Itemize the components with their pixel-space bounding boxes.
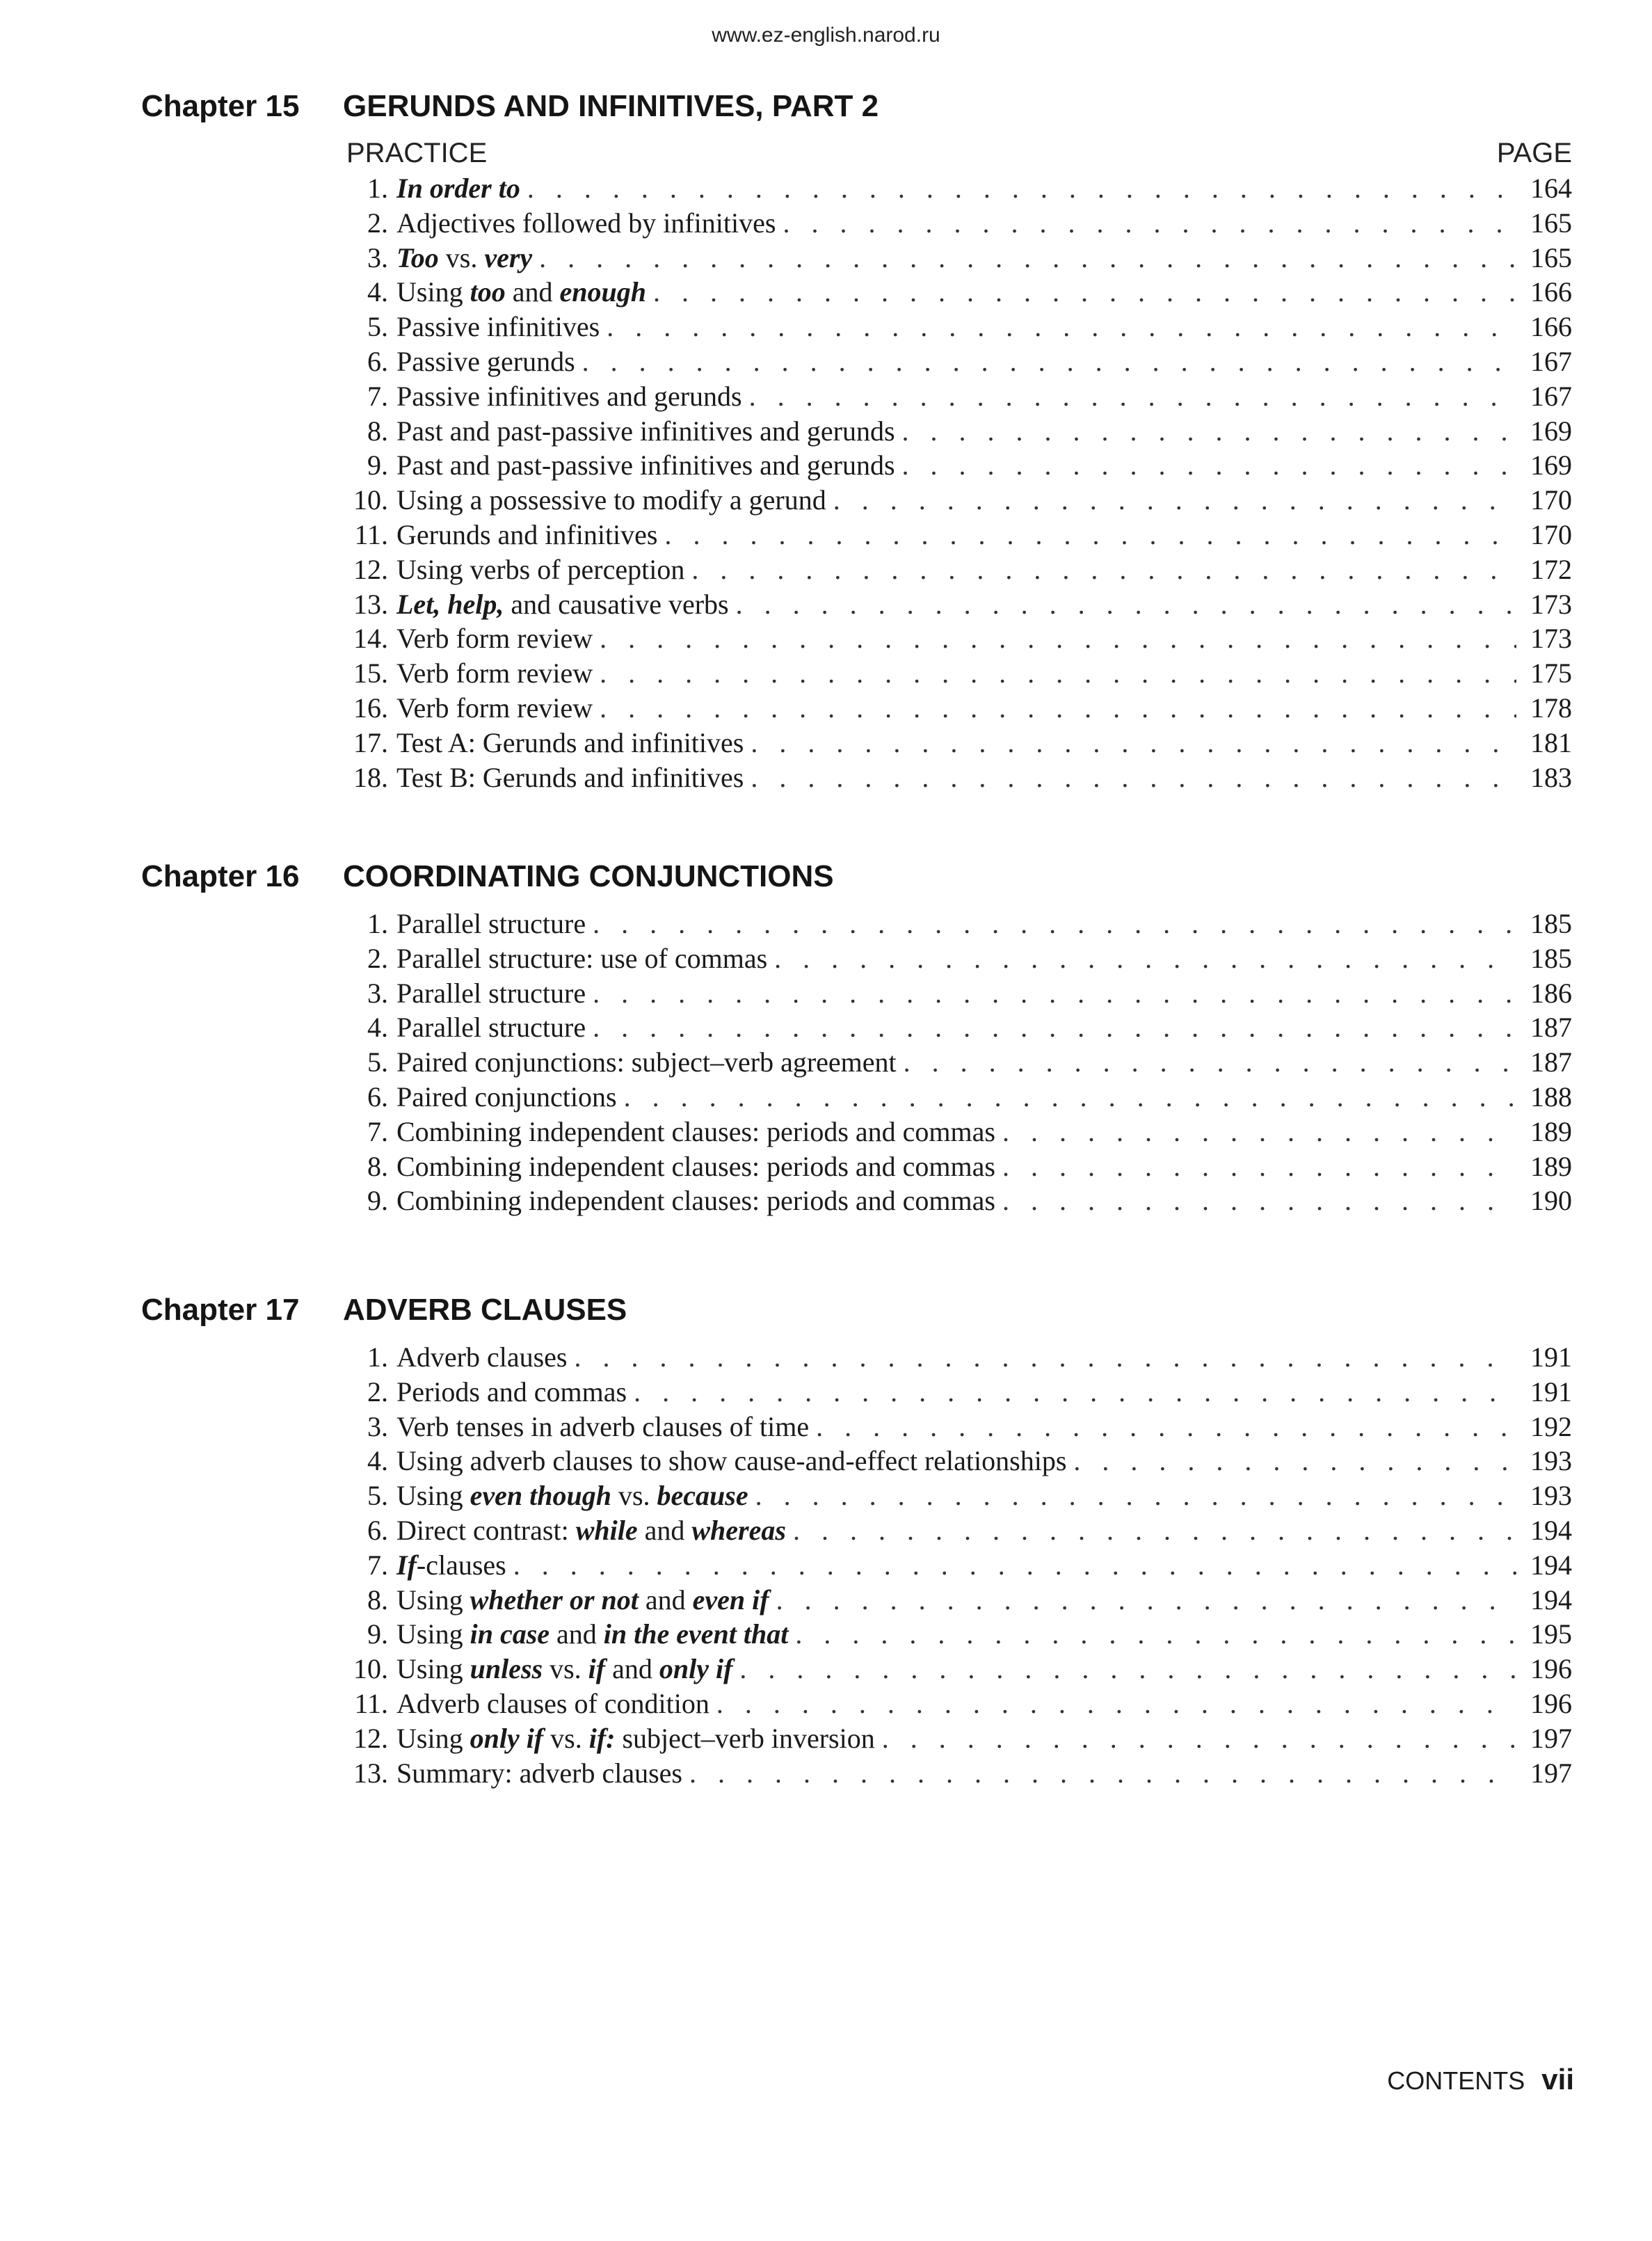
- entry-page-number: 170: [1530, 518, 1572, 550]
- dot-leader: [600, 621, 1516, 656]
- site-url: www.ez-english.narod.ru: [712, 24, 940, 47]
- entry-title-text: and causative verbs: [504, 588, 729, 620]
- dot-leader: [691, 552, 1516, 587]
- entry-number: 15.: [353, 657, 388, 689]
- practice-list: [327, 907, 1572, 1218]
- entry-title: [396, 1045, 897, 1080]
- entry-number: 5.: [367, 1046, 388, 1078]
- entry-title: [396, 518, 658, 552]
- dot-leader: [749, 379, 1516, 414]
- entry-number: 2.: [367, 942, 388, 974]
- entry-title-emphasis: in case: [470, 1618, 550, 1650]
- dot-leader: [882, 1721, 1516, 1756]
- dot-leader: [593, 1010, 1516, 1045]
- entry-number: 8.: [367, 1584, 388, 1616]
- entry-number: 2.: [367, 207, 388, 239]
- entry-title: [396, 1583, 769, 1618]
- dot-leader: [665, 518, 1517, 552]
- entry-title-text: and: [550, 1618, 604, 1650]
- dot-leader: [902, 414, 1516, 449]
- entry-title-emphasis: too: [470, 276, 506, 308]
- entry-title-text: Combining independent clauses: periods and commas: [396, 1185, 995, 1217]
- dot-leader: [593, 976, 1516, 1011]
- entry-title: [396, 1149, 995, 1184]
- entry-title: [396, 1010, 586, 1045]
- entry-title: [396, 379, 742, 414]
- chapter-label: Chapter 15: [141, 89, 300, 123]
- dot-leader: [600, 656, 1516, 691]
- entry-title: [396, 976, 586, 1011]
- page-footer: [1387, 2063, 1574, 2096]
- toc-entry: [327, 1183, 1572, 1218]
- entry-title: [396, 171, 520, 206]
- entry-page-number: 166: [1530, 311, 1572, 343]
- toc-entry: [327, 518, 1572, 552]
- entry-title-text: Parallel structure: [396, 1012, 586, 1044]
- entry-title: [396, 1686, 709, 1721]
- toc-entry: [327, 1340, 1572, 1375]
- entry-title: [396, 1340, 567, 1375]
- dot-leader: [904, 1045, 1516, 1080]
- entry-page-number: 167: [1530, 380, 1572, 412]
- page-column-header: PAGE: [1496, 138, 1572, 168]
- toc-entry: [327, 1010, 1572, 1045]
- entry-number: 12.: [353, 553, 388, 585]
- entry-title: [396, 552, 684, 587]
- toc-entry: [327, 941, 1572, 976]
- entry-number: 13.: [353, 588, 388, 620]
- entry-title: [396, 587, 729, 622]
- entry-title-text: Parallel structure: [396, 977, 586, 1009]
- entry-title-emphasis: whether or not: [470, 1584, 639, 1616]
- dot-leader: [634, 1375, 1516, 1410]
- entry-page-number: 187: [1530, 1012, 1572, 1044]
- toc-entry: [327, 1721, 1572, 1756]
- entry-title: [396, 275, 646, 310]
- entry-page-number: 189: [1530, 1115, 1572, 1147]
- entry-title-text: Verb tenses in adverb clauses of time: [396, 1410, 810, 1442]
- entry-title-text: Using: [396, 1722, 470, 1754]
- entry-title-text: Parallel structure: use of commas: [396, 942, 768, 974]
- entry-number: 2.: [367, 1375, 388, 1407]
- entry-page-number: 165: [1530, 241, 1572, 273]
- entry-title: [396, 726, 744, 760]
- chapter-label: Chapter 17: [141, 1293, 300, 1327]
- entry-page-number: 195: [1530, 1618, 1572, 1650]
- dot-leader: [783, 206, 1516, 241]
- entry-page-number: 186: [1530, 977, 1572, 1009]
- entry-title-emphasis: only if: [470, 1722, 544, 1754]
- toc-entry: [327, 310, 1572, 344]
- page-number: vii: [1541, 2063, 1574, 2096]
- entry-page-number: 170: [1530, 484, 1572, 516]
- entry-title-text: Combining independent clauses: periods and commas: [396, 1150, 995, 1182]
- entry-page-number: 191: [1530, 1375, 1572, 1407]
- entry-page-number: 197: [1530, 1757, 1572, 1789]
- toc-entry: [327, 1080, 1572, 1115]
- entry-title: [396, 1548, 506, 1583]
- dot-leader: [774, 941, 1516, 976]
- entry-number: 9.: [367, 1618, 388, 1650]
- entry-title-text: vs.: [438, 241, 485, 273]
- toc-entry: [327, 448, 1572, 483]
- toc-entry: [327, 1583, 1572, 1618]
- entry-page-number: 189: [1530, 1150, 1572, 1182]
- entry-title-emphasis: even though: [470, 1480, 611, 1512]
- dot-leader: [751, 760, 1516, 795]
- entry-page-number: 191: [1530, 1341, 1572, 1373]
- entry-number: 1.: [367, 908, 388, 939]
- entry-title: [396, 1478, 748, 1513]
- toc-entry: [327, 726, 1572, 760]
- dot-leader: [833, 483, 1516, 518]
- entry-title-emphasis: enough: [559, 276, 646, 308]
- entry-title-text: Using: [396, 276, 470, 308]
- entry-number: 11.: [354, 518, 388, 550]
- entry-number: 1.: [367, 173, 388, 204]
- dot-leader: [1073, 1444, 1516, 1478]
- dot-leader: [816, 1410, 1516, 1444]
- entry-title-text: Adverb clauses: [396, 1341, 568, 1373]
- entry-title-text: vs.: [543, 1722, 589, 1754]
- entry-title-emphasis: while: [575, 1514, 638, 1546]
- entry-title-text: Using adverb clauses to show cause-and-effect relationships: [396, 1445, 1067, 1477]
- dot-leader: [716, 1686, 1516, 1721]
- toc-entry: [327, 1548, 1572, 1583]
- entry-page-number: 194: [1530, 1549, 1572, 1581]
- entry-title: [396, 483, 826, 518]
- dot-leader: [751, 726, 1516, 760]
- entry-page-number: 193: [1530, 1445, 1572, 1477]
- entry-page-number: 172: [1530, 553, 1572, 585]
- entry-page-number: 193: [1530, 1480, 1572, 1512]
- dot-leader: [624, 1080, 1516, 1115]
- entry-title-text: Using a possessive to modify a gerund: [396, 484, 826, 516]
- entry-number: 8.: [367, 415, 388, 447]
- toc-entry: [327, 656, 1572, 691]
- entry-number: 3.: [367, 977, 388, 1009]
- entry-title: [396, 941, 767, 976]
- toc-entry: [327, 275, 1572, 310]
- entry-page-number: 166: [1530, 276, 1572, 308]
- entry-title-text: and: [638, 1584, 693, 1616]
- entry-number: 13.: [353, 1757, 388, 1789]
- entry-title-text: subject–verb inversion: [615, 1722, 875, 1754]
- entry-number: 6.: [367, 345, 388, 377]
- entry-number: 16.: [353, 692, 388, 724]
- entry-number: 7.: [367, 1115, 388, 1147]
- entry-number: 9.: [367, 449, 388, 481]
- entry-page-number: 187: [1530, 1046, 1572, 1078]
- entry-title-text: and: [605, 1653, 659, 1685]
- entry-page-number: 165: [1530, 207, 1572, 239]
- dot-leader: [582, 344, 1516, 379]
- entry-title-emphasis: If: [396, 1549, 417, 1581]
- entry-number: 1.: [367, 1341, 388, 1373]
- toc-entry: [327, 1444, 1572, 1478]
- entry-number: 18.: [353, 761, 388, 793]
- entry-title: [396, 1756, 682, 1791]
- entry-page-number: 194: [1530, 1514, 1572, 1546]
- toc-entry: [327, 760, 1572, 795]
- entry-title-text: Test B: Gerunds and infinitives: [396, 761, 744, 793]
- entry-title-text: Direct contrast:: [396, 1514, 576, 1546]
- practice-list: [327, 171, 1572, 795]
- dot-leader: [600, 691, 1516, 726]
- dot-leader: [574, 1340, 1516, 1375]
- toc-entry: [327, 206, 1572, 241]
- entry-title-text: Passive infinitives and gerunds: [396, 380, 742, 412]
- entry-number: 10.: [353, 484, 388, 516]
- entry-title: [396, 344, 575, 379]
- entry-title: [396, 621, 593, 656]
- chapter-title: ADVERB CLAUSES: [343, 1293, 627, 1327]
- toc-entry: [327, 621, 1572, 656]
- chapter-heading: [141, 89, 879, 124]
- entry-number: 7.: [367, 380, 388, 412]
- entry-number: 11.: [354, 1687, 388, 1719]
- dot-leader: [795, 1617, 1516, 1652]
- toc-entry: [327, 1756, 1572, 1791]
- dot-leader: [539, 241, 1516, 276]
- entry-title-emphasis: because: [657, 1480, 748, 1512]
- entry-title-text: Using: [396, 1653, 470, 1685]
- entry-title-text: Using verbs of perception: [396, 553, 685, 585]
- dot-leader: [1002, 1149, 1516, 1184]
- toc-entry: [327, 1375, 1572, 1410]
- entry-title-emphasis: unless: [470, 1653, 543, 1685]
- entry-title: [396, 1410, 809, 1444]
- dot-leader: [902, 448, 1516, 483]
- entry-title-emphasis: very: [484, 241, 533, 273]
- dot-leader: [607, 310, 1516, 344]
- entry-number: 8.: [367, 1150, 388, 1182]
- toc-entry: [327, 344, 1572, 379]
- entry-title-text: Parallel structure: [396, 908, 586, 939]
- toc-entry: [327, 907, 1572, 941]
- entry-number: 3.: [367, 1410, 388, 1442]
- entry-title-text: Gerunds and infinitives: [396, 518, 658, 550]
- entry-title: [396, 907, 586, 941]
- dot-leader: [513, 1548, 1516, 1583]
- toc-entry: [327, 1686, 1572, 1721]
- entry-title: [396, 414, 895, 449]
- entry-number: 3.: [367, 241, 388, 273]
- toc-entry: [327, 483, 1572, 518]
- entry-title: [396, 1115, 995, 1149]
- chapter-title: COORDINATING CONJUNCTIONS: [343, 859, 834, 893]
- entry-title: [396, 1375, 627, 1410]
- toc-entry: [327, 1478, 1572, 1513]
- entry-title-text: Adverb clauses of condition: [396, 1687, 709, 1719]
- toc-entry: [327, 1652, 1572, 1686]
- entry-title-emphasis: if: [588, 1653, 606, 1685]
- entry-page-number: 164: [1530, 173, 1572, 204]
- entry-title: [396, 206, 776, 241]
- entry-page-number: 197: [1530, 1722, 1572, 1754]
- column-headers: [346, 138, 1572, 169]
- entry-title: [396, 1513, 786, 1548]
- entry-title-text: Verb form review: [396, 692, 593, 724]
- entry-title-text: vs.: [543, 1653, 588, 1685]
- entry-number: 9.: [367, 1185, 388, 1217]
- entry-number: 4.: [367, 1445, 388, 1477]
- entry-number: 12.: [353, 1722, 388, 1754]
- entry-number: 5.: [367, 311, 388, 343]
- entry-page-number: 181: [1530, 726, 1572, 758]
- entry-title-text: Test A: Gerunds and infinitives: [396, 726, 744, 758]
- entry-title-text: and: [505, 276, 560, 308]
- toc-entry: [327, 379, 1572, 414]
- entry-title-text: Adjectives followed by infinitives: [396, 207, 776, 239]
- chapter-label: Chapter 16: [141, 859, 300, 893]
- entry-number: 17.: [353, 726, 388, 758]
- toc-entry: [327, 691, 1572, 726]
- entry-page-number: 192: [1530, 1410, 1572, 1442]
- toc-entry: [327, 1410, 1572, 1444]
- entry-page-number: 169: [1530, 449, 1572, 481]
- toc-entry: [327, 587, 1572, 622]
- entry-page-number: 190: [1530, 1185, 1572, 1217]
- entry-title: [396, 241, 532, 276]
- entry-title-emphasis: only if: [659, 1653, 733, 1685]
- entry-title-emphasis: if:: [588, 1722, 616, 1754]
- entry-title-emphasis: Too: [396, 241, 439, 273]
- toc-entry: [327, 1513, 1572, 1548]
- entry-title: [396, 310, 600, 344]
- entry-title-text: Using: [396, 1584, 470, 1616]
- entry-page-number: 194: [1530, 1584, 1572, 1616]
- entry-title-emphasis: In order to: [396, 173, 520, 204]
- toc-entry: [327, 976, 1572, 1011]
- entry-title-text: Passive infinitives: [396, 311, 600, 343]
- entry-number: 4.: [367, 1012, 388, 1044]
- entry-page-number: 185: [1530, 908, 1572, 939]
- entry-title: [396, 448, 895, 483]
- dot-leader: [653, 275, 1516, 310]
- dot-leader: [1002, 1115, 1516, 1149]
- entry-title-text: Using: [396, 1480, 470, 1512]
- entry-page-number: 167: [1530, 345, 1572, 377]
- dot-leader: [593, 907, 1516, 941]
- entry-page-number: 196: [1530, 1687, 1572, 1719]
- entry-title-emphasis: in the event that: [603, 1618, 789, 1650]
- dot-leader: [527, 171, 1516, 206]
- entry-title-text: Using: [396, 1618, 470, 1650]
- entry-page-number: 185: [1530, 942, 1572, 974]
- practice-column-header: PRACTICE: [346, 138, 488, 168]
- entry-page-number: 175: [1530, 657, 1572, 689]
- entry-title: [396, 1721, 875, 1756]
- entry-title-text: Paired conjunctions: [396, 1080, 617, 1112]
- entry-title: [396, 1183, 995, 1218]
- dot-leader: [755, 1478, 1516, 1513]
- dot-leader: [793, 1513, 1516, 1548]
- toc-entry: [327, 241, 1572, 276]
- entry-title: [396, 691, 593, 726]
- chapter-heading: [141, 859, 834, 894]
- entry-title-text: Verb form review: [396, 623, 593, 655]
- toc-entry: [327, 1115, 1572, 1149]
- chapter-title: GERUNDS AND INFINITIVES, PART 2: [343, 89, 879, 123]
- entry-title-text: and: [637, 1514, 692, 1546]
- entry-page-number: 173: [1530, 588, 1572, 620]
- entry-page-number: 188: [1530, 1080, 1572, 1112]
- entry-page-number: 178: [1530, 692, 1572, 724]
- entry-title-text: Paired conjunctions: subject–verb agreement: [396, 1046, 897, 1078]
- dot-leader: [739, 1652, 1516, 1686]
- entry-number: 7.: [367, 1549, 388, 1581]
- footer-section-label: CONTENTS: [1387, 2066, 1525, 2095]
- entry-title: [396, 656, 593, 691]
- entry-title-text: Past and past-passive infinitives and gerunds: [396, 449, 895, 481]
- entry-number: 6.: [367, 1080, 388, 1112]
- toc-entry: [327, 1045, 1572, 1080]
- toc-entry: [327, 414, 1572, 449]
- entry-number: 5.: [367, 1480, 388, 1512]
- entry-title-text: Combining independent clauses: periods and commas: [396, 1115, 995, 1147]
- entry-title: [396, 1652, 732, 1686]
- entry-title-emphasis: Let, help,: [396, 588, 504, 620]
- entry-title-emphasis: whereas: [691, 1514, 786, 1546]
- toc-entry: [327, 1617, 1572, 1652]
- entry-page-number: 173: [1530, 623, 1572, 655]
- entry-title: [396, 1444, 1066, 1478]
- entry-number: 4.: [367, 276, 388, 308]
- dot-leader: [776, 1583, 1516, 1618]
- entry-number: 6.: [367, 1514, 388, 1546]
- entry-title-text: -clauses: [416, 1549, 506, 1581]
- dot-leader: [736, 587, 1516, 622]
- entry-title-text: vs.: [611, 1480, 657, 1512]
- practice-list: [327, 1340, 1572, 1790]
- entry-number: 14.: [353, 623, 388, 655]
- toc-entry: [327, 171, 1572, 206]
- entry-title: [396, 760, 744, 795]
- toc-entry: [327, 552, 1572, 587]
- entry-page-number: 183: [1530, 761, 1572, 793]
- entry-title: [396, 1080, 617, 1115]
- entry-page-number: 169: [1530, 415, 1572, 447]
- entry-title-text: Verb form review: [396, 657, 593, 689]
- entry-title-text: Summary: adverb clauses: [396, 1757, 682, 1789]
- entry-title-text: Periods and commas: [396, 1375, 627, 1407]
- entry-page-number: 196: [1530, 1653, 1572, 1685]
- entry-title-emphasis: even if: [692, 1584, 769, 1616]
- toc-entry: [327, 1149, 1572, 1184]
- entry-title: [396, 1617, 788, 1652]
- dot-leader: [1002, 1183, 1516, 1218]
- dot-leader: [689, 1756, 1516, 1791]
- entry-number: 10.: [353, 1653, 388, 1685]
- entry-title-text: Passive gerunds: [396, 345, 575, 377]
- chapter-heading: [141, 1293, 627, 1327]
- entry-title-text: Past and past-passive infinitives and gerunds: [396, 415, 895, 447]
